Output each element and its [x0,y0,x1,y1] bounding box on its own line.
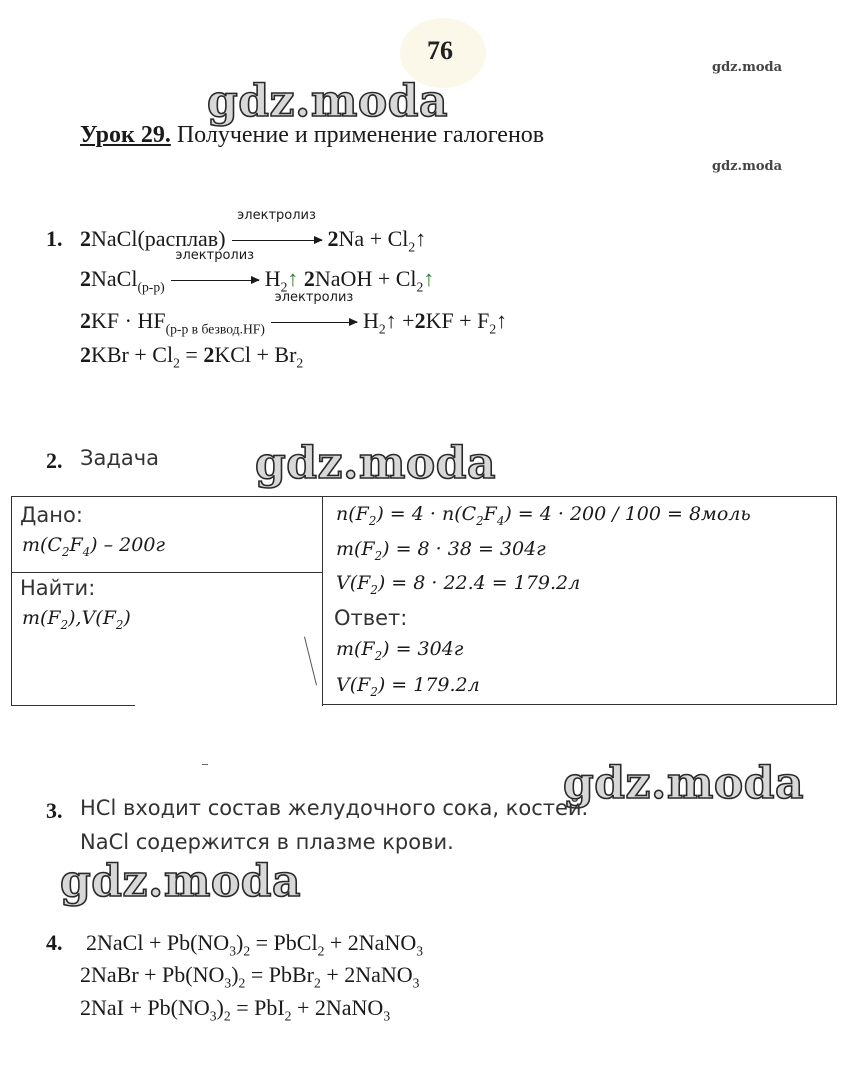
reactants: KBr + Cl [91,342,174,367]
answer-label: Ответ: [334,606,408,630]
given-label: Дано: [20,503,83,527]
subscript: 2 [60,617,69,632]
reactant: KF · HF [91,308,166,333]
subscript: 2 [115,617,124,632]
answer-line-2 [336,674,480,699]
text: ) [231,962,239,987]
arrow-right-icon [232,240,322,241]
products: KF + F [425,308,490,333]
text: ) = 4 · n(C [376,503,477,525]
subscript: 2 [223,1008,231,1024]
table-bottom-left [11,705,135,706]
watermark-large-4: gdz.moda [60,856,302,907]
text: ) – 200г [90,534,166,556]
text: V(F [336,674,371,696]
products: KCl + Br [214,342,297,367]
equation-1-2 [80,248,435,295]
subscript: 2 [476,513,484,528]
task-3-line-1: HCl входит состав желудочного сока, костей. [80,796,589,820]
gas-arrow-icon: ↑ [385,308,397,333]
lesson-topic: Получение и применение галогенов [170,122,545,148]
subscript: 2 [370,684,378,699]
subscript: 2 [374,548,383,563]
coef: 2 [327,226,339,251]
subscript: 2 [173,355,180,371]
watermark-large-3: gdz.moda [563,758,805,809]
equals: = [179,342,204,367]
text: ) = 8 · 38 = 304г [382,538,546,560]
subscript: 2 [238,975,246,991]
table-bottom-right [322,704,837,705]
subscript: (р-р в безвод.HF) [165,321,265,337]
text: 2NaCl + Pb(NO [86,930,230,955]
coef: 2 [203,342,215,367]
text: n(F [336,503,369,525]
text: = PbBr [245,962,315,987]
subscript: 2 [378,321,386,337]
arrow-label: электролиз [175,248,255,263]
solution-line-1 [336,503,751,528]
pen-stroke-mark [304,637,317,686]
solution-line-2 [336,538,546,563]
product-hydrogen: H [264,266,281,291]
reaction-4-3 [80,995,390,1024]
table-given-separator [11,572,322,573]
gas-arrow-icon: ↑ [423,266,435,291]
text: ),V(F [68,607,116,629]
subscript: 2 [243,943,251,959]
subscript: 2 [296,355,304,371]
product-hydrogen: H [362,308,379,333]
reaction-4-1 [86,930,423,959]
text: = PbI [230,995,285,1020]
subscript: 2 [61,544,70,559]
stray-mark [202,764,208,765]
text: m(C [22,534,62,556]
subscript: (р-р) [137,279,165,295]
subscript: 4 [82,544,91,559]
text: 2NaI + Pb(NO [80,995,210,1020]
text: + 2NaNO [291,995,384,1020]
subscript: 3 [209,1008,217,1024]
text: ) = 179.2л [377,674,480,696]
subscript: 2 [368,513,377,528]
text: ) = 8 · 22.4 = 179.2л [377,572,581,594]
task-4-number: 4. [46,930,63,955]
task-3-line-2: NaCl содержится в плазме крови. [80,830,454,854]
coef: 2 [80,226,91,251]
subscript: 2 [280,279,288,295]
gas-arrow-icon: ↑ [496,308,508,333]
find-label: Найти: [20,576,96,600]
task-3-number: 3. [46,798,63,823]
subscript: 3 [412,975,420,991]
text: ) [236,930,244,955]
table-top-border [11,496,837,497]
text: F [69,534,83,556]
text: 2NaBr + Pb(NO [80,962,225,987]
gas-arrow-icon: ↑ [287,266,299,291]
watermark-small-top: gdz.moda [712,60,783,75]
text: m(F [336,538,375,560]
reactant: NaCl(расплав) [91,226,226,251]
subscript: 2 [284,1008,292,1024]
watermark-small-second: gdz.moda [712,159,783,174]
arrow-label: электролиз [237,208,316,223]
subscript: 2 [317,943,325,959]
watermark-large-1: gdz.moda [207,76,449,127]
subscript: 3 [416,943,424,959]
task-1-number: 1. [46,226,63,251]
products: NaOH + Cl [314,266,417,291]
coef: 2 [80,266,91,291]
subscript: 2 [489,321,497,337]
coef: 2 [80,342,91,367]
text: ) = 304г [382,638,464,660]
table-left-border [11,496,12,706]
reactant: NaCl [91,266,138,291]
table-divider [322,496,323,706]
given-value [22,534,165,559]
watermark-large-2: gdz.moda [255,438,497,489]
text: + 2NaNO [324,930,417,955]
lesson-title [80,122,544,149]
text: m(F [336,638,375,660]
electrolysis-arrow [171,248,259,292]
subscript: 2 [374,648,383,663]
subscript: 2 [416,279,424,295]
plus: + [396,308,415,333]
subscript: 2 [314,975,321,991]
subscript: 4 [496,513,505,528]
text: V(F [336,572,371,594]
page-number: 76 [427,36,453,65]
subscript: 2 [408,239,416,255]
subscript: 3 [224,975,232,991]
products: Na + Cl [338,226,409,251]
text: ) [123,607,131,629]
lesson-number: Урок 29. [80,122,171,148]
arrow-right-icon [171,280,259,281]
subscript: 2 [370,582,378,597]
arrow-right-icon [271,322,357,323]
text: ) [216,995,224,1020]
solution-line-3 [336,572,580,597]
coef: 2 [414,308,426,333]
reaction-4-2 [80,962,419,991]
equation-1-4 [80,342,303,371]
coef: 2 [80,308,91,333]
equation-1-3 [80,290,508,337]
answer-line-1 [336,638,463,663]
text: m(F [22,607,61,629]
text: = PbCl [250,930,318,955]
text: F [483,503,497,525]
task-2-number: 2. [46,448,63,473]
find-value [22,607,131,632]
arrow-label: электролиз [274,290,354,305]
task-2-label: Задача [80,446,159,470]
electrolysis-arrow [271,290,357,334]
gas-arrow-icon: ↑ [415,226,427,251]
text: + 2NaNO [320,962,413,987]
coef: 2 [303,266,315,291]
subscript: 3 [229,943,236,959]
subscript: 3 [383,1008,391,1024]
table-right-border [836,496,837,705]
text: ) = 4 · 200 / 100 = 8моль [504,503,751,525]
